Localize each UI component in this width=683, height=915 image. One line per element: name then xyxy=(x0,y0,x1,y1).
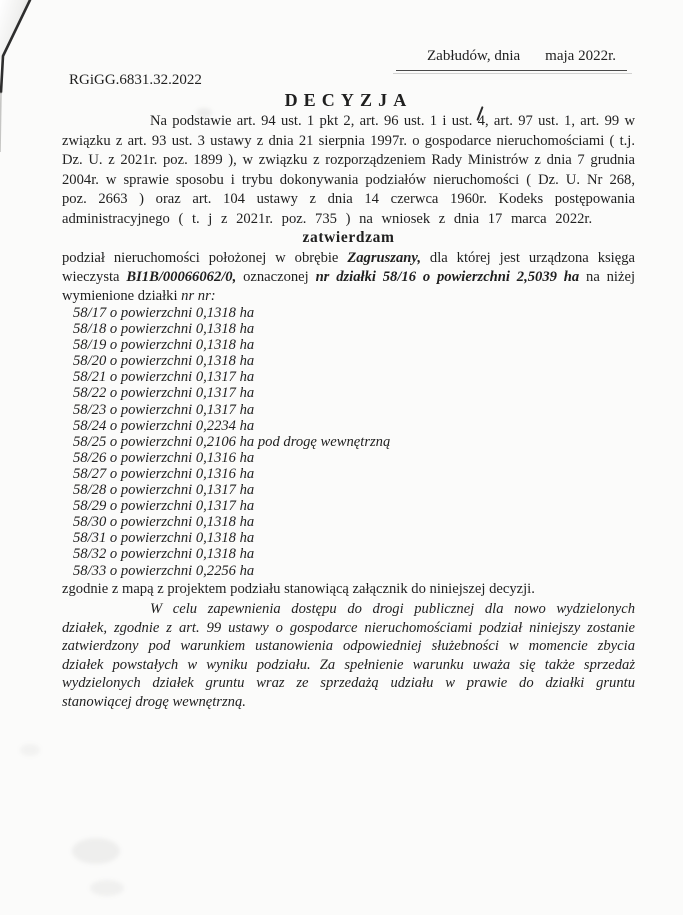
approval-text: na niżej xyxy=(579,269,635,285)
plot-list-item: 58/22 o powierzchni 0,1317 ha xyxy=(73,385,255,402)
approval-text: oznaczonej xyxy=(236,269,316,285)
legal-basis-paragraph xyxy=(62,112,635,230)
map-attachment-note: zgodnie z mapą z projektem podziału stanowiącą załącznik do niniejszej decyzji. xyxy=(62,581,535,597)
plot-list-item: 58/19 o powierzchni 0,1318 ha xyxy=(73,337,255,354)
legal-basis-line: Na podstawie art. 94 ust. 1 pkt 2, art. 96 ust. 1 i ust. 4, art. 97 ust. 1, art. 99 w xyxy=(150,113,635,129)
scan-smudge xyxy=(20,744,40,756)
plot-list-item: 58/26 o powierzchni 0,1316 ha xyxy=(73,449,255,466)
approval-text: dla której jest urządzona księga xyxy=(421,250,635,266)
legal-basis-line: administracyjnego ( t. j z 2021r. poz. 735 ) na wniosek z dnia 17 marca 2022r. xyxy=(62,210,593,227)
approval-text: wieczysta xyxy=(62,269,127,285)
plot-list-item: 58/33 o powierzchni 0,2256 ha xyxy=(73,562,255,579)
plot-list-item: 58/31 o powierzchni 0,1318 ha xyxy=(73,530,255,547)
condition-line: stanowiącej drogę wewnętrzną. xyxy=(62,693,246,710)
access-condition-paragraph xyxy=(62,600,635,712)
approval-line xyxy=(62,268,635,287)
legal-basis-line: poz. 2663 ) oraz art. 104 ustawy z dnia 14 czerwca 1960r. Kodeks postępowania xyxy=(62,191,635,208)
condition-line: działek powstałych w wyniku podziału. Za spełnienie warunku uważa się także sprzedaż xyxy=(62,656,635,673)
month-year-value: maja 2022r. xyxy=(545,48,616,64)
reference-number: RGiGG.6831.32.2022 xyxy=(69,72,202,88)
legal-basis-line: związku z art. 93 ust. 3 ustawy z dnia 21 sierpnia 1997r. o gospodarce nieruchomościami ( t.j. xyxy=(62,132,635,149)
plot-list-item: 58/32 o powierzchni 0,1318 ha xyxy=(73,546,255,563)
approval-text: nr nr: xyxy=(181,288,216,304)
village-name: Zagruszany, xyxy=(347,250,421,266)
plot-list-item: 58/17 o powierzchni 0,1318 ha xyxy=(73,305,255,321)
plot-list xyxy=(62,305,635,579)
approval-text: podział nieruchomości położonej w obrębie xyxy=(62,250,348,266)
legal-basis-line: 2004r. w sprawie sposobu i trybu dokonywania podziałów nieruchomości ( Dz. U. Nr 268, xyxy=(62,171,635,188)
source-parcel: nr działki 58/16 o powierzchni 2,5039 ha xyxy=(315,269,580,285)
approval-line xyxy=(62,249,635,268)
plot-list-item: 58/24 o powierzchni 0,2234 ha xyxy=(73,417,255,434)
legal-basis-line: Dz. U. z 2021r. poz. 1899 ), w związku z rozporządzeniem Rady Ministrów z dnia 7 grudnia xyxy=(62,152,635,169)
condition-line: zatwierdzony pod warunkiem ustanowienia odpowiedniej służebności w momencie zbycia xyxy=(62,638,635,655)
plot-list-item: 58/30 o powierzchni 0,1318 ha xyxy=(73,514,255,531)
place-and-day-label: Zabłudów, dnia xyxy=(427,48,521,64)
plot-list-item: 58/28 o powierzchni 0,1317 ha xyxy=(73,482,255,499)
approval-heading: zatwierdzam xyxy=(302,229,395,246)
condition-line: W celu zapewnienia dostępu do drogi publicznej dla nowo wydzielonych xyxy=(150,601,635,617)
plot-list-item: 58/21 o powierzchni 0,1317 ha xyxy=(73,369,255,386)
plot-list-item: 58/18 o powierzchni 0,1318 ha xyxy=(73,321,255,338)
plot-list-item: 58/23 o powierzchni 0,1317 ha xyxy=(73,401,255,418)
approval-paragraph xyxy=(62,249,635,306)
date-line xyxy=(396,48,627,71)
approval-line xyxy=(62,287,635,306)
condition-line: wydzielonych działek gruntu wraz ze sprzedażą udziału w prawie do działki gruntu xyxy=(62,675,635,692)
plot-list-item: 58/20 o powierzchni 0,1318 ha xyxy=(73,353,255,370)
plot-list-item: 58/27 o powierzchni 0,1316 ha xyxy=(73,465,255,482)
scan-smudge xyxy=(72,838,120,864)
land-register-number: BI1B/00066062/0, xyxy=(126,269,237,285)
document-title: DECYZJA xyxy=(284,90,413,110)
scan-smudge xyxy=(90,880,124,896)
plot-list-item: 58/25 o powierzchni 0,2106 ha pod drogę wewnętrzną xyxy=(73,433,391,450)
approval-text: wymienione działki xyxy=(62,288,182,304)
plot-list-item: 58/29 o powierzchni 0,1317 ha xyxy=(73,498,255,515)
condition-line: działek, zgodnie z art. 99 ustawy o gospodarce nieruchomościami podział niniejszy zostanie xyxy=(62,619,635,636)
